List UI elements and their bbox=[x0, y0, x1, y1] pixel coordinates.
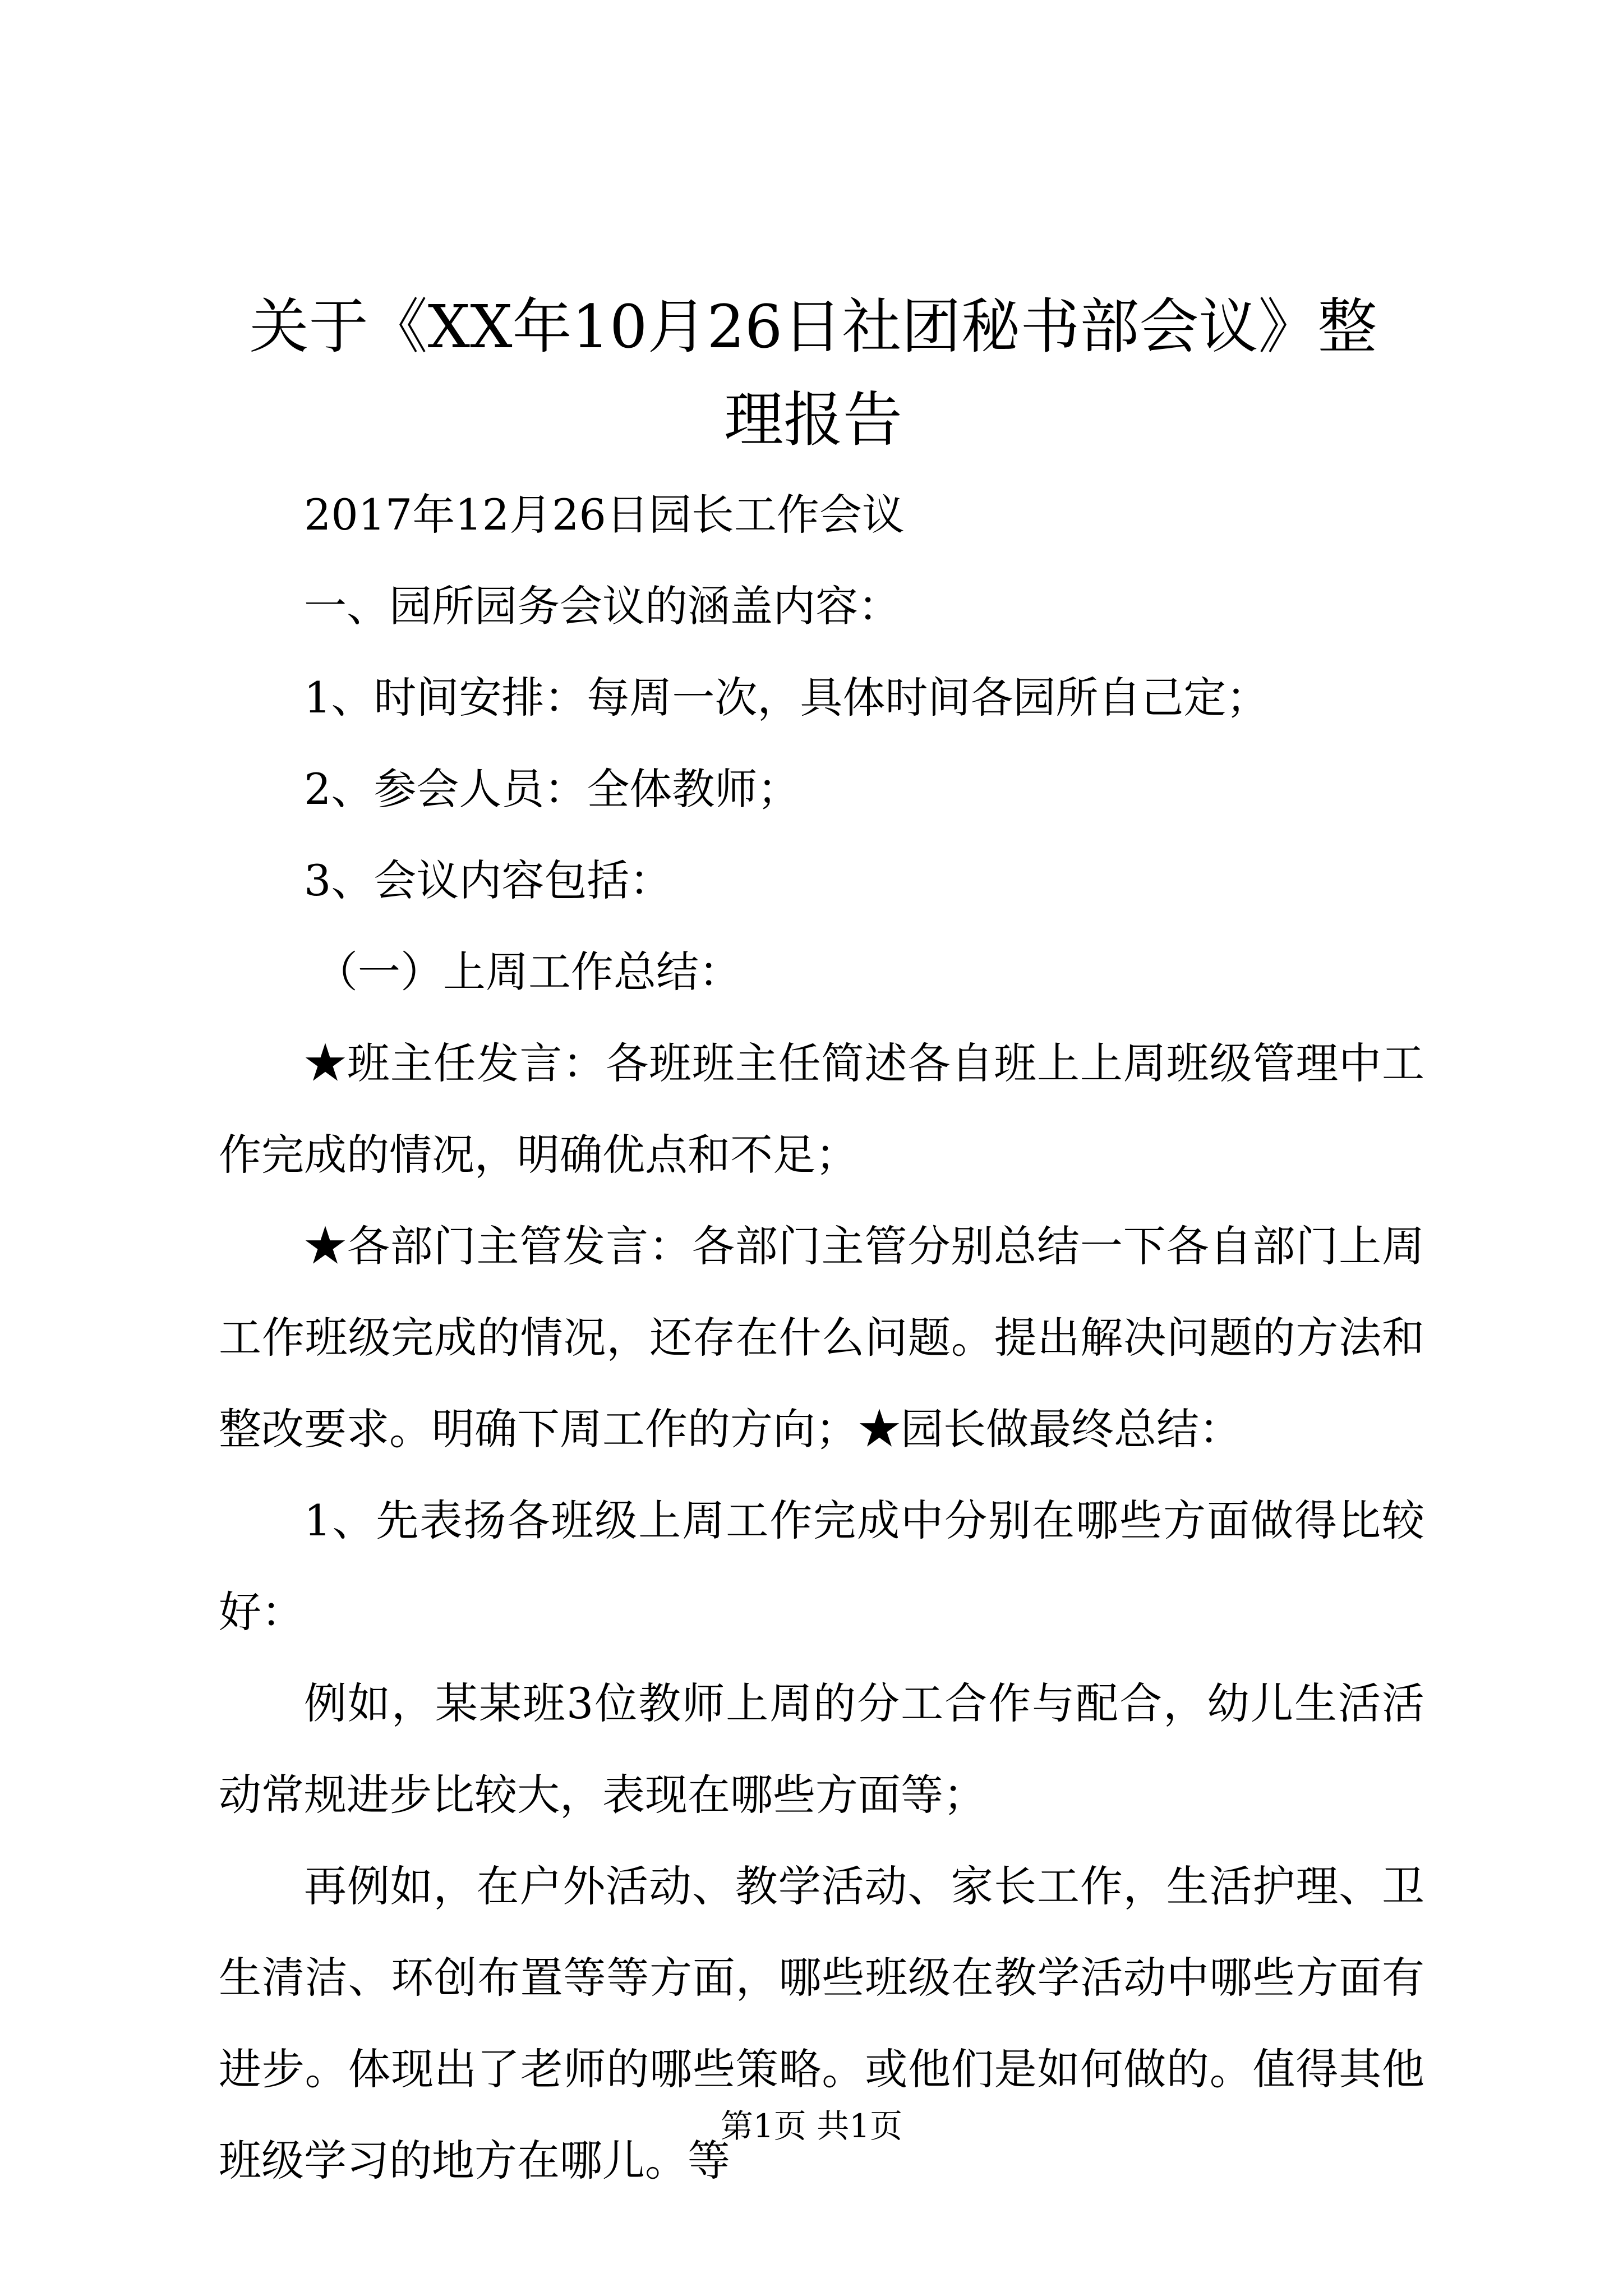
meeting-date-line: 2017年12月26日园长工作会议 bbox=[304, 490, 905, 540]
section-heading: 一、园所园务会议的涵盖内容： bbox=[304, 581, 901, 631]
paragraph-class-teacher: ★班主任发言：各班班主任简述各自班上上周班级管理中工作完成的情况，明确优点和不足； bbox=[219, 1038, 1424, 1180]
list-item-attendees: 2、参会人员：全体教师； bbox=[304, 764, 800, 814]
page-number-footer: 第1页 共1页 bbox=[720, 2107, 903, 2145]
list-item-time: 1、时间安排：每周一次，具体时间各园所自己定； bbox=[304, 673, 1269, 723]
title-line-1: 关于《XX年10月26日社团秘书部会议》整 bbox=[249, 292, 1377, 361]
document-body bbox=[219, 469, 1424, 2206]
paragraph-department-heads: ★各部门主管发言：各部门主管分别总结一下各自部门上周工作班级完成的情况，还存在什么问题。提出解决问题的方法和整改要求。明确下周工作的方向；★园长做最终总结： bbox=[219, 1221, 1424, 1454]
title-line-2: 理报告 bbox=[724, 385, 902, 454]
paragraph-example-1: 例如，某某班3位教师上周的分工合作与配合，幼儿生活活动常规进步比较大，表现在哪些方面等； bbox=[219, 1678, 1424, 1820]
paragraph-praise: 1、先表扬各班级上周工作完成中分别在哪些方面做得比较好： bbox=[219, 1496, 1424, 1637]
list-item-content: 3、会议内容包括： bbox=[304, 855, 672, 905]
subsection-heading: （一）上周工作总结： bbox=[315, 947, 741, 997]
paragraph-example-2: 再例如，在户外活动、教学活动、家长工作，生活护理、卫生清洁、环创布置等等方面，哪些班级在教学活动中哪些方面有进步。体现出了老师的哪些策略。或他们是如何做的。值得其他班级学习的地方在哪儿。等 bbox=[219, 1861, 1424, 2185]
document-title bbox=[213, 280, 1413, 467]
